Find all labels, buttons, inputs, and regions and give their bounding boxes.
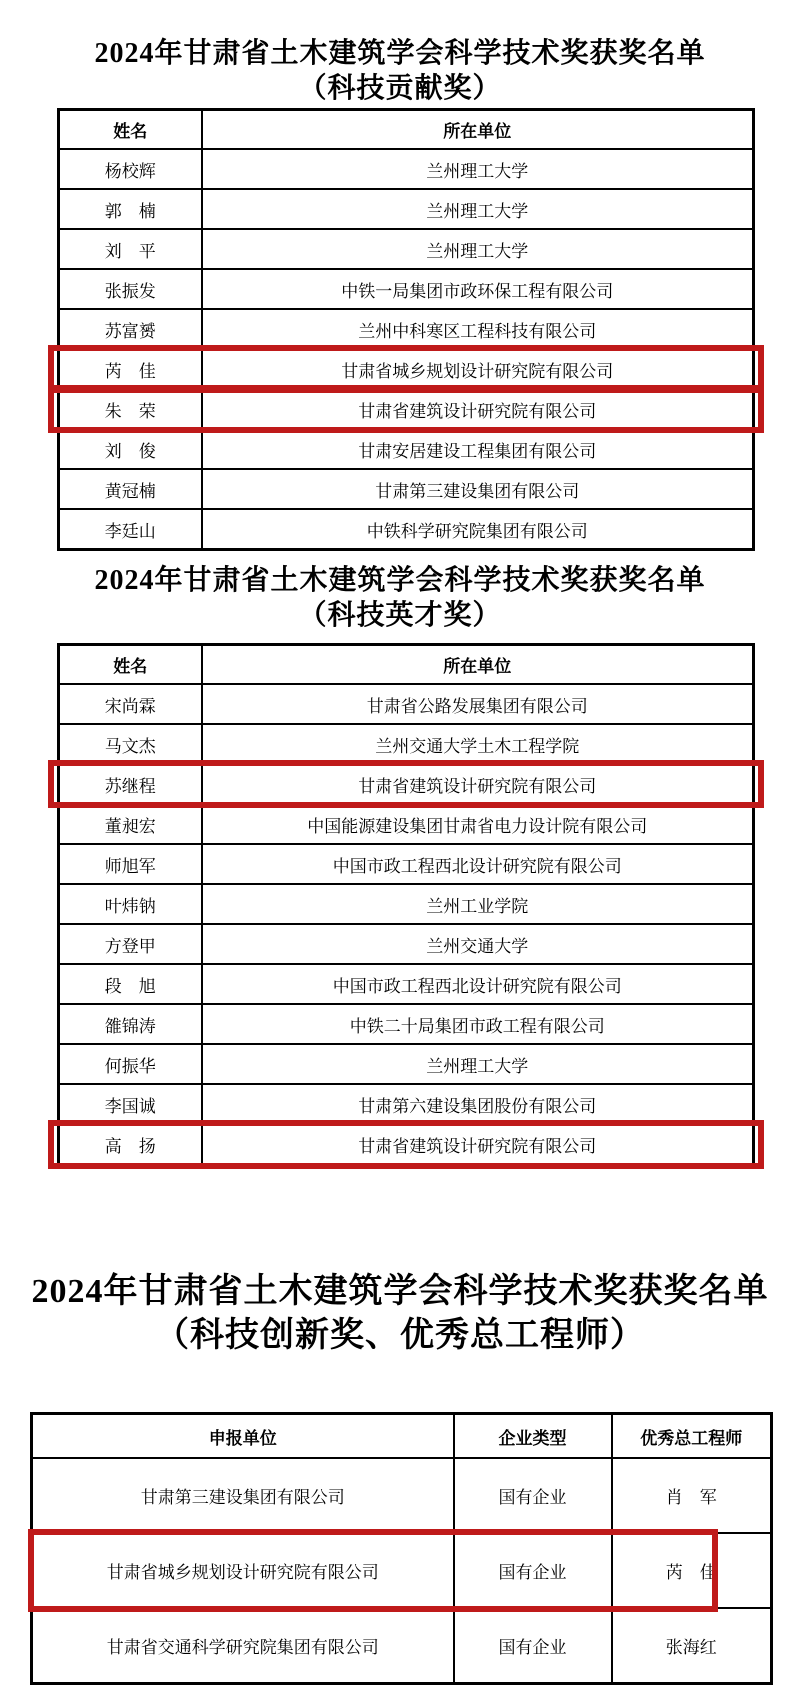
- table-body: [32, 1458, 772, 1684]
- table-cell: 张海红: [612, 1608, 772, 1684]
- table-cell: 苏继程: [59, 764, 202, 804]
- table-row: [59, 1124, 754, 1165]
- table-cell: 师旭军: [59, 844, 202, 884]
- table-cell: 甘肃省公路发展集团有限公司: [202, 684, 754, 724]
- table-cell: 方登甲: [59, 924, 202, 964]
- table-cell: 刘 平: [59, 229, 202, 269]
- table-row: [32, 1608, 772, 1684]
- table-cell: 朱 荣: [59, 389, 202, 429]
- section-1-title-line2: （科技贡献奖）: [298, 73, 502, 104]
- section-2-title-line1: 2024年甘肃省土木建筑学会科学技术奖获奖名单: [94, 565, 706, 596]
- section-1-title-line1: 2024年甘肃省土木建筑学会科学技术奖获奖名单: [94, 38, 706, 69]
- section-2-title-line2: （科技英才奖）: [298, 600, 502, 631]
- table-row: [32, 1458, 772, 1533]
- table-cell: 雒锦涛: [59, 1004, 202, 1044]
- table-cell: 中铁二十局集团市政工程有限公司: [202, 1004, 754, 1044]
- header-chief-engineer: 优秀总工程师: [612, 1414, 772, 1459]
- table-row: [59, 429, 754, 469]
- table-cell: 马文杰: [59, 724, 202, 764]
- section-2-title: [0, 563, 800, 633]
- table-cell: 中国市政工程西北设计研究院有限公司: [202, 964, 754, 1004]
- table-cell: 刘 俊: [59, 429, 202, 469]
- table-cell: 甘肃第三建设集团有限公司: [202, 469, 754, 509]
- table-cell: 兰州理工大学: [202, 1044, 754, 1084]
- table-cell: 国有企业: [454, 1608, 612, 1684]
- table-row: [59, 964, 754, 1004]
- table-cell: 甘肃省城乡规划设计研究院有限公司: [202, 349, 754, 389]
- table-cell: 芮 佳: [612, 1533, 772, 1608]
- table-cell: 国有企业: [454, 1458, 612, 1533]
- table-body: [59, 149, 754, 550]
- table-cell: 中国能源建设集团甘肃省电力设计院有限公司: [202, 804, 754, 844]
- table-row: [59, 684, 754, 724]
- table-row: [59, 884, 754, 924]
- table-row: [59, 1084, 754, 1124]
- table-cell: 国有企业: [454, 1533, 612, 1608]
- header-applicant-unit: 申报单位: [32, 1414, 454, 1459]
- table-row: [59, 724, 754, 764]
- table-row: [59, 269, 754, 309]
- section-3-title: [0, 1270, 800, 1358]
- talent-award-table: [57, 643, 755, 1166]
- innovation-award-table: [30, 1412, 773, 1685]
- table-row: [59, 804, 754, 844]
- table-cell: 兰州中科寒区工程科技有限公司: [202, 309, 754, 349]
- table-row: [59, 924, 754, 964]
- table-cell: 甘肃安居建设工程集团有限公司: [202, 429, 754, 469]
- table-cell: 甘肃第六建设集团股份有限公司: [202, 1084, 754, 1124]
- section-3-title-line2: （科技创新奖、优秀总工程师）: [155, 1317, 645, 1354]
- table-row: [59, 309, 754, 349]
- header-name: 姓名: [59, 110, 202, 150]
- table-row: [32, 1533, 772, 1608]
- table-cell: 董昶宏: [59, 804, 202, 844]
- table-row: [59, 1004, 754, 1044]
- table-cell: 甘肃省交通科学研究院集团有限公司: [32, 1608, 454, 1684]
- table-cell: 甘肃省建筑设计研究院有限公司: [202, 1124, 754, 1165]
- table-cell: 何振华: [59, 1044, 202, 1084]
- table-cell: 苏富赟: [59, 309, 202, 349]
- table-cell: 芮 佳: [59, 349, 202, 389]
- table-cell: 兰州交通大学: [202, 924, 754, 964]
- header-enterprise-type: 企业类型: [454, 1414, 612, 1459]
- section-3-title-line1: 2024年甘肃省土木建筑学会科学技术奖获奖名单: [31, 1273, 769, 1310]
- header-organization: 所在单位: [202, 645, 754, 685]
- table-header-row: [59, 110, 754, 150]
- table-row: [59, 469, 754, 509]
- table-row: [59, 509, 754, 550]
- table-cell: 肖 军: [612, 1458, 772, 1533]
- table-header-row: [59, 645, 754, 685]
- section-1-title: [0, 36, 800, 106]
- table-cell: 中国市政工程西北设计研究院有限公司: [202, 844, 754, 884]
- table-cell: 李廷山: [59, 509, 202, 550]
- table-row: [59, 844, 754, 884]
- table-row: [59, 764, 754, 804]
- table-cell: 叶炜钠: [59, 884, 202, 924]
- table-cell: 兰州理工大学: [202, 189, 754, 229]
- table-cell: 段 旭: [59, 964, 202, 1004]
- table-cell: 宋尚霖: [59, 684, 202, 724]
- table-row: [59, 349, 754, 389]
- table-cell: 兰州工业学院: [202, 884, 754, 924]
- table-header-row: [32, 1414, 772, 1459]
- table-row: [59, 389, 754, 429]
- table-cell: 兰州理工大学: [202, 149, 754, 189]
- table-body: [59, 684, 754, 1165]
- header-name: 姓名: [59, 645, 202, 685]
- header-organization: 所在单位: [202, 110, 754, 150]
- table-cell: 甘肃第三建设集团有限公司: [32, 1458, 454, 1533]
- table-cell: 高 扬: [59, 1124, 202, 1165]
- table-cell: 甘肃省建筑设计研究院有限公司: [202, 389, 754, 429]
- table-row: [59, 1044, 754, 1084]
- table-row: [59, 229, 754, 269]
- table-cell: 郭 楠: [59, 189, 202, 229]
- table-cell: 甘肃省建筑设计研究院有限公司: [202, 764, 754, 804]
- table-cell: 兰州理工大学: [202, 229, 754, 269]
- table-cell: 张振发: [59, 269, 202, 309]
- table-cell: 甘肃省城乡规划设计研究院有限公司: [32, 1533, 454, 1608]
- contribution-award-table: [57, 108, 755, 551]
- table-cell: 中铁一局集团市政环保工程有限公司: [202, 269, 754, 309]
- table-cell: 黄冠楠: [59, 469, 202, 509]
- table-cell: 中铁科学研究院集团有限公司: [202, 509, 754, 550]
- table-row: [59, 189, 754, 229]
- table-row: [59, 149, 754, 189]
- table-cell: 杨校辉: [59, 149, 202, 189]
- table-cell: 兰州交通大学土木工程学院: [202, 724, 754, 764]
- table-cell: 李国诚: [59, 1084, 202, 1124]
